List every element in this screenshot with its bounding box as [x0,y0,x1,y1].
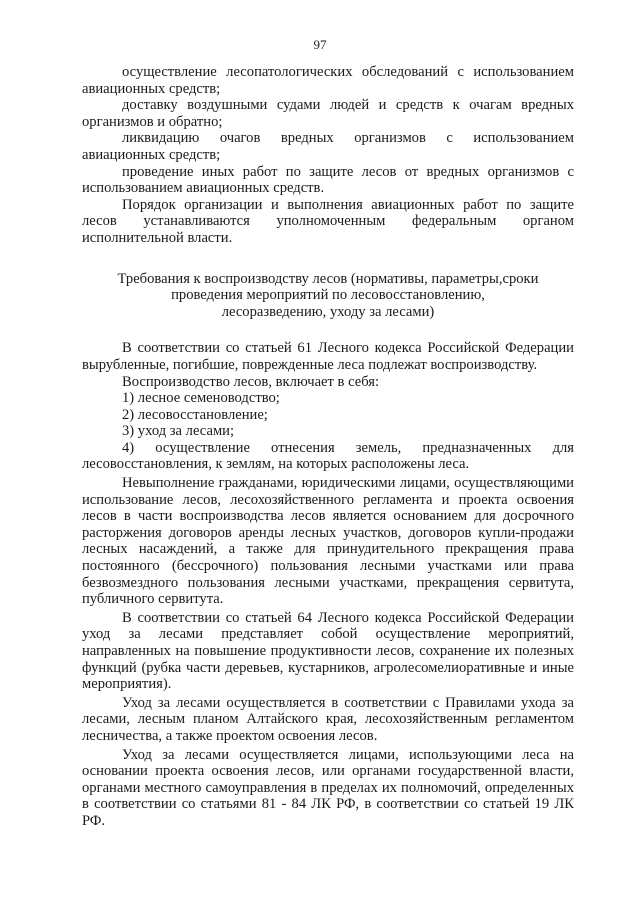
paragraph-article-64: В соответствии со статьей 64 Лесного кодекса Российской Федерации уход за лесами представляет собой осуществление мероприятий, направленных на повышение продуктивности лесов, сохранение их полезных функций (рубка части деревьев, кустарников, агролесомелиоративные и иные мероприятия). [82,609,574,693]
list-item: 3) уход за лесами; [122,423,235,440]
paragraph-reproduction-includes: Воспроизводство лесов, включает в себя: [122,373,380,390]
paragraph-care-performers: Уход за лесами осуществляется лицами, использующими леса на основании проекта освоения лесов, или органами государственной власти, органами местного самоуправления в пределах их полномочий, определенных в соответствии со статьями 81 - 84 ЛК РФ, в соответствии со статьей 19 ЛК РФ. [82,746,574,829]
list-item: 2) лесовосстановление; [122,406,268,423]
paragraph-article-61: В соответствии со статьей 61 Лесного кодекса Российской Федерации вырубленные, погибшие, поврежденные леса подлежат воспроизводству. [82,340,574,373]
paragraph-aerial-delivery: доставку воздушными судами людей и средств к очагам вредных организмов и обратно; [82,97,574,130]
paragraph-pest-liquidation: ликвидацию очагов вредных организмов с использованием авиационных средств; [82,130,574,163]
section-heading-line: лесоразведению, уходу за лесами) [221,303,435,320]
section-heading-line: Требования к воспроизводству лесов (нормативы, параметры,сроки [117,270,539,287]
paragraph-other-works: проведение иных работ по защите лесов от вредных организмов с использованием авиационных средств. [82,163,574,197]
section-heading [82,271,574,321]
paragraph-care-rules: Уход за лесами осуществляется в соответствии с Правилами ухода за лесами, лесным планом Алтайского края, лесохозяйственным регламентом лесничества, а также проектом освоения лесов. [82,694,574,744]
list-item: 1) лесное семеноводство; [122,390,280,407]
section-heading-line: проведения мероприятий по лесовосстановлению, [171,287,485,304]
paragraph-aviation-procedure: Порядок организации и выполнения авиационных работ по защите лесов устанавливаются уполномоченным федеральным органом исполнительной власти. [82,196,574,246]
reproduction-list [82,390,574,473]
list-item: 4) осуществление отнесения земель, предназначенных для лесовосстановления, к землям, на которых расположены леса. [82,439,574,473]
document-body [82,64,574,830]
paragraph-non-compliance: Невыполнение гражданами, юридическими лицами, осуществляющими использование лесов, лесохозяйственного регламента и проекта освоения лесов в части воспроизводства лесов является основанием для досрочного расторжения договоров аренды лесных участков, договоров купли-продажи лесных насаждений, а также для принудительного прекращения права постоянного (бессрочного) пользования лесными участками или права безвозмездного пользования лесными участками, прекращения сервитута, публичного сервитута. [82,475,574,608]
paragraph-aerial-inspection: осуществление лесопатологических обследований с использованием авиационных средств; [82,64,574,97]
page-number: 97 [313,37,327,52]
